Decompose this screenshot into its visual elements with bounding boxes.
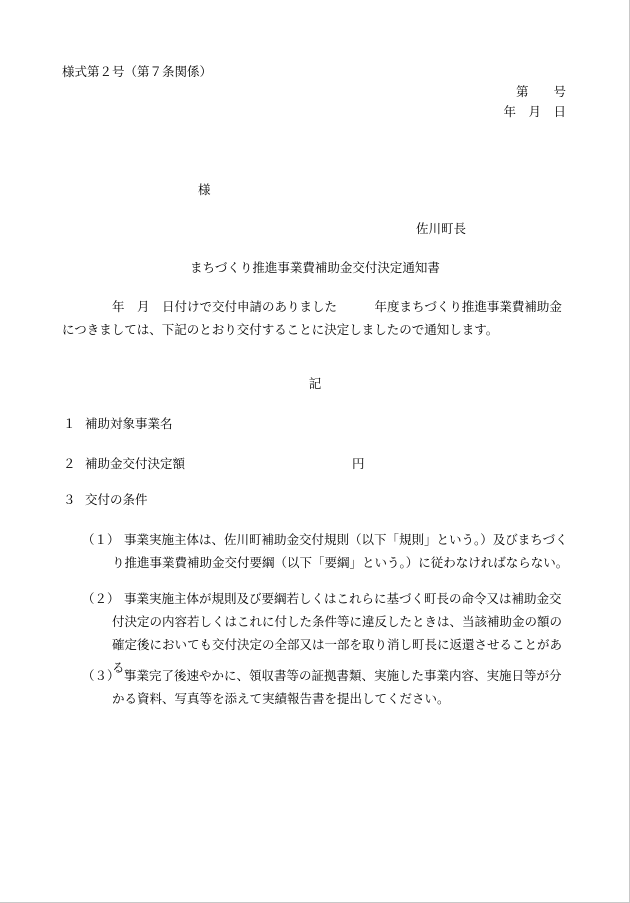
condition-text: 事業実施主体は、佐川町補助金交付規則（以下「規則」という。）及びまちづくり推進事業費補助金交付要綱（以下「要綱」という。）に従わなければならない。 bbox=[112, 532, 569, 570]
condition-3 bbox=[82, 664, 572, 710]
body-line-1: 年 月 日付けで交付申請のありました 年度まちづくり推進事業費補助金 bbox=[112, 299, 562, 314]
document-number: 第 号 bbox=[515, 84, 566, 99]
document-date: 年 月 日 bbox=[503, 104, 566, 119]
sender-name: 佐川町長 bbox=[416, 221, 467, 236]
item-subsidy-project bbox=[63, 414, 173, 434]
item-label: 交付の条件 bbox=[85, 492, 148, 507]
item-label: 補助対象事業名 bbox=[85, 416, 173, 431]
item-number: ２ bbox=[63, 456, 76, 471]
body-paragraph bbox=[62, 295, 582, 341]
condition-text: 事業実施主体が規則及び要綱若しくはこれらに基づく町長の命令又は補助金交付決定の内容若しくはこれに付した条件等に違反したときは、当該補助金の額の確定後においても交付決定の全部又は一部を取り消し町長に返還させることがある。 bbox=[112, 591, 563, 675]
item-conditions bbox=[63, 490, 148, 510]
document-title: まちづくり推進事業費補助金交付決定通知書 bbox=[190, 260, 440, 275]
form-number: 様式第２号（第７条関係） bbox=[62, 64, 213, 79]
condition-mark: （１） bbox=[82, 532, 120, 547]
condition-1 bbox=[82, 528, 572, 574]
item-label: 補助金交付決定額 bbox=[85, 456, 186, 471]
body-line-2: につきましては、下記のとおり交付することに決定しましたので通知します。 bbox=[62, 322, 499, 337]
ki-heading: 記 bbox=[308, 376, 322, 391]
item-number: ３ bbox=[63, 492, 76, 507]
condition-text: 事業完了後速やかに、領収書等の証拠書類、実施した事業内容、実施日等が分かる資料、写真等を添えて実績報告書を提出してください。 bbox=[112, 668, 562, 706]
addressee-suffix: 様 bbox=[198, 182, 211, 197]
amount-unit: 円 bbox=[352, 456, 365, 471]
item-subsidy-amount bbox=[63, 454, 185, 474]
condition-mark: （２） bbox=[82, 591, 120, 606]
condition-mark: （３） bbox=[82, 668, 120, 683]
item-number: １ bbox=[63, 416, 76, 431]
